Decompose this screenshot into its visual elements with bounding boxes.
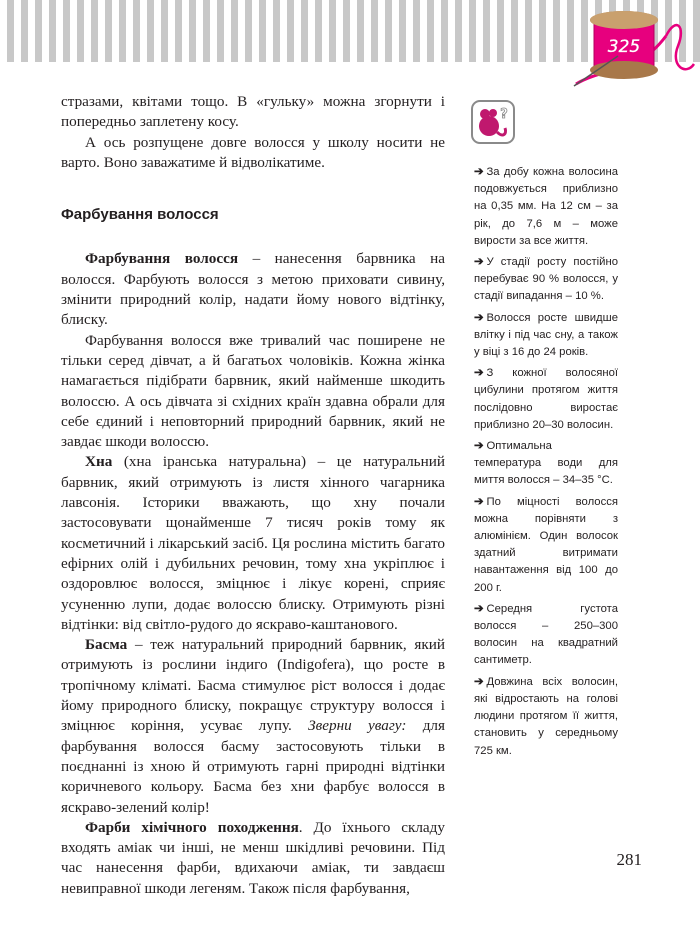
arrow-right-icon: ➔: [474, 602, 484, 615]
definition-term: Фарбування волосся: [85, 250, 239, 268]
intro-paragraph: А ось розпущене довге волосся у школу носити не варто. Воно заважатиме й відволікатиме.: [61, 133, 445, 171]
arrow-right-icon: ➔: [474, 256, 484, 269]
thread-spool-icon: [566, 6, 698, 98]
arrow-right-icon: ➔: [474, 367, 484, 380]
svg-text:?: ?: [500, 107, 508, 122]
chemical-dyes-text: . До їхнього складу входять аміак чи інші, не менш шкідливі речовини. Під час нанесення фарби, вдихаючи аміак, ти завдаєш невиправної шкоди легеням. Також після фарбування,: [61, 818, 445, 897]
basma-paragraph: [61, 635, 445, 818]
henna-term: Хна: [85, 453, 113, 471]
fact-item: ➔ Довжина всіх волосин, які відростають на голові людини протягом її життя, становить у середньому 725 км.: [474, 675, 618, 757]
section-title: Фарбування волосся: [61, 206, 219, 224]
definition-text: – нанесення барвника на волосся. Фарбують волосся з метою приховати сивину, змінити природний колір, надати йому нового відтінку, блиску.: [61, 250, 445, 329]
fact-item: ➔ По міцності волосся можна порівняти з алюмінієм. Один волосок здатний витримати навантаження від 100 до 200 г.: [474, 495, 618, 594]
basma-note-text: для фарбування волосся басму застосовують тільки в поєднанні із хною й отримують гарні природні відтінки коричневого кольору. Басма без хни фарбує волосся в яскраво-зелений колір!: [61, 717, 445, 816]
fact-item: ➔ Волосся росте швидше влітку і під час сну, а також у віці з 16 до 24 років.: [474, 311, 618, 359]
facts-sidebar: [474, 164, 618, 764]
basma-term: Басма: [85, 636, 128, 654]
arrow-right-icon: ➔: [474, 166, 484, 178]
chemical-dyes-paragraph: [61, 818, 445, 899]
arrow-right-icon: ➔: [474, 495, 484, 508]
page-number: 281: [616, 850, 642, 869]
chemical-dyes-term: Фарби хімічного походження: [85, 818, 299, 836]
basma-text: – теж натуральний природний барвник, який отримують із рослини індиго (Indigofera), що росте в тропічному кліматі. Басма стимулює ріст волосся і додає йому природного блиску, покращує структуру волосся і зміцнює коріння, усуває лупу.: [61, 636, 445, 735]
mascot-question-icon: [471, 100, 515, 144]
fact-item: ➔ З кожної волосяної цибулини протягом життя послідовно виростає приблизно 20–30 волосин.: [474, 367, 618, 431]
basma-note-label: Зверни увагу:: [308, 717, 407, 735]
fact-item: ➔ Середня густота волосся – 250–300 волосин на квадратний сантиметр.: [474, 602, 618, 667]
intro-continued-paragraph: стразами, квітами тощо. В «гульку» можна згорнути і попередньо заплетену косу.: [61, 93, 445, 131]
main-text-column: [61, 92, 445, 899]
fact-item: ➔ За добу кожна волосина подовжується приблизно на 0,35 мм. На 12 см – за рік, до 7,6 м – може вирости за все життя.: [474, 166, 618, 247]
history-paragraph: Фарбування волосся вже тривалий час поширене не тільки серед дівчат, а й багатьох чоловіків. Кожна жінка намагається підібрати барвник, який найменше шкодить волоссю. А ось дівчата зі східних країн здавна обрали для себе єдиний і неповторний природний барвник, який не завдає шкоди волоссю.: [61, 331, 445, 451]
svg-text:325: 325: [607, 37, 641, 57]
arrow-right-icon: ➔: [474, 440, 484, 453]
henna-text: (хна іранська натуральна) – це натуральний барвник, який отримують із листя хінного чагарника лавсонія. Історики вважають, що хну почали застосовувати щонайменше 7 тисяч років тому як косметичний і лікарський засіб. Ця рослина містить багато ефірних олій і дубильних речовин, тому хна укріплює і оздоровлює волосся, зміцнює і лікує корені, сприяє усуненню лупи, додає волоссю блиску. Отримують різні відтінки: від світло-рудого до яскраво-каштанового.: [61, 453, 445, 633]
arrow-right-icon: ➔: [474, 311, 484, 324]
fact-item: ➔ У стадії росту постійно перебуває 90 % волосся, у стадії випадання – 10 %.: [474, 256, 618, 303]
fact-item: ➔ Оптимальна температура води для миття волосся – 34–35 °С.: [474, 440, 618, 487]
definition-paragraph: [61, 249, 445, 330]
arrow-right-icon: ➔: [474, 675, 484, 688]
henna-paragraph: [61, 452, 445, 635]
